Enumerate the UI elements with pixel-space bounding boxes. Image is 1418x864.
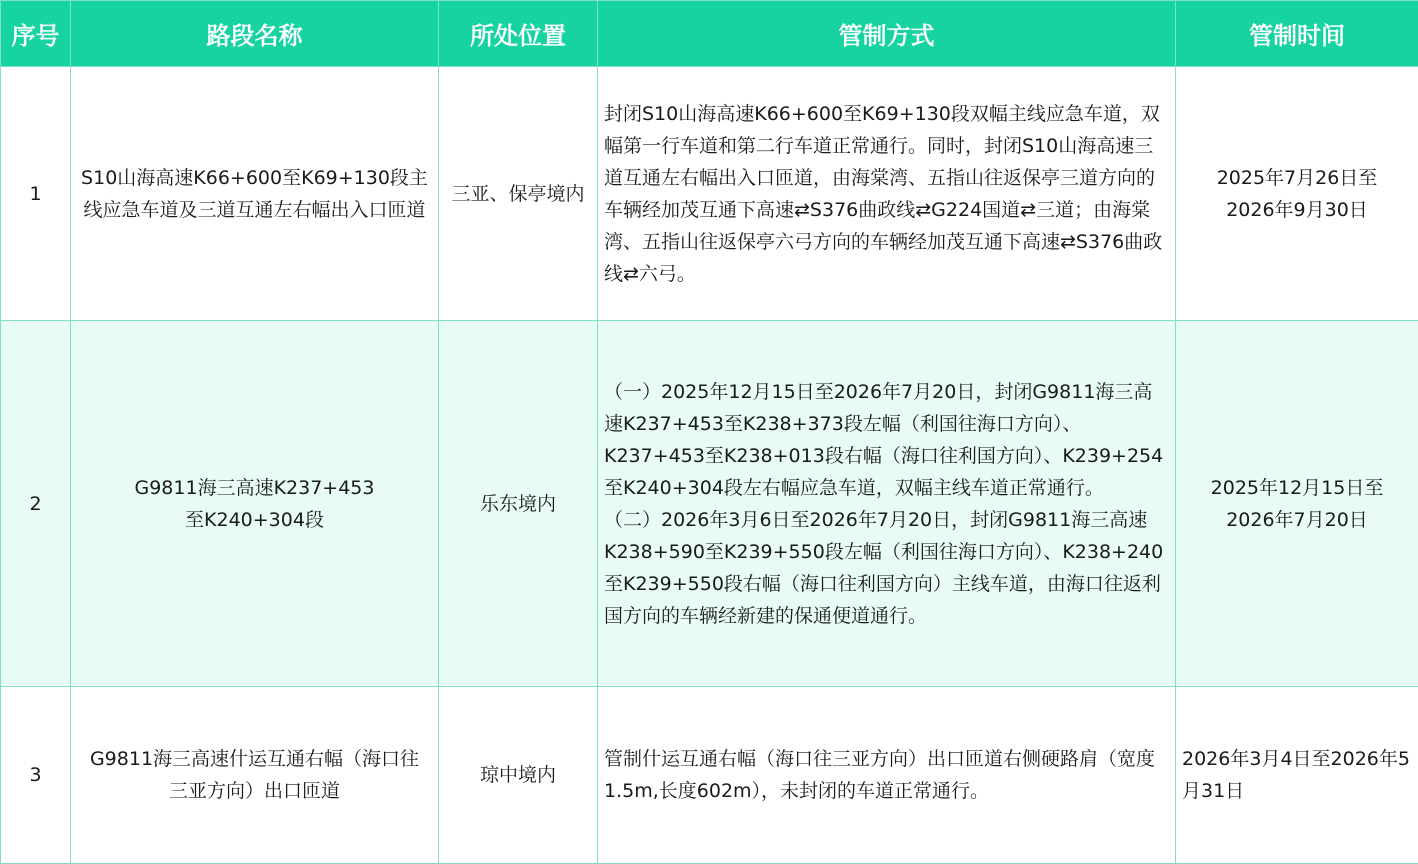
cell-road-name: S10山海高速K66+600至K69+130段主线应急车道及三道互通左右幅出入口匝道 (71, 67, 439, 321)
cell-road-name: G9811海三高速K237+453至K240+304段 (71, 321, 439, 687)
cell-control-method (598, 321, 1176, 687)
header-control-time: 管制时间 (1176, 1, 1418, 67)
cell-seq: 1 (1, 67, 71, 321)
method-paragraph: （二）2026年3月6日至2026年7月20日，封闭G9811海三高速K238+590至K239+550段左幅（利国往海口方向）、K238+240至K239+550段右幅（海口往利国方向）主线车道，由海口往返利国方向的车辆经新建的保通便道通行。 (604, 504, 1169, 632)
cell-seq: 2 (1, 321, 71, 687)
header-location: 所处位置 (439, 1, 598, 67)
table-row (1, 321, 1418, 687)
cell-control-time: 2025年7月26日至2026年9月30日 (1176, 67, 1418, 321)
method-paragraph: 封闭S10山海高速K66+600至K69+130段双幅主线应急车道，双幅第一行车道和第二行车道正常通行。同时，封闭S10山海高速三道互通左右幅出入口匝道，由海棠湾、五指山往返保亭三道方向的车辆经加茂互通下高速⇄S376曲政线⇄G224国道⇄三道；由海棠湾、五指山往返保亭六弓方向的车辆经加茂互通下高速⇄S376曲政线⇄六弓。 (604, 98, 1169, 290)
method-paragraph: 管制什运互通右幅（海口往三亚方向）出口匝道右侧硬路肩（宽度1.5m,长度602m），未封闭的车道正常通行。 (604, 743, 1169, 807)
table-row (1, 687, 1418, 864)
header-seq: 序号 (1, 1, 71, 67)
header-road-name: 路段名称 (71, 1, 439, 67)
table-header-row (1, 1, 1418, 67)
cell-control-method (598, 67, 1176, 321)
cell-location: 三亚、保亭境内 (439, 67, 598, 321)
cell-road-name: G9811海三高速什运互通右幅（海口往三亚方向）出口匝道 (71, 687, 439, 864)
table-row (1, 67, 1418, 321)
cell-seq: 3 (1, 687, 71, 864)
cell-location: 乐东境内 (439, 321, 598, 687)
cell-location: 琼中境内 (439, 687, 598, 864)
header-control-method: 管制方式 (598, 1, 1176, 67)
cell-control-time: 2026年3月4日至2026年5月31日 (1176, 687, 1418, 864)
cell-control-time: 2025年12月15日至2026年7月20日 (1176, 321, 1418, 687)
cell-control-method (598, 687, 1176, 864)
method-paragraph: （一）2025年12月15日至2026年7月20日，封闭G9811海三高速K237+453至K238+373段左幅（利国往海口方向）、K237+453至K238+013段右幅（海口往利国方向）、K239+254至K240+304段左右幅应急车道，双幅主线车道正常通行。 (604, 376, 1169, 504)
